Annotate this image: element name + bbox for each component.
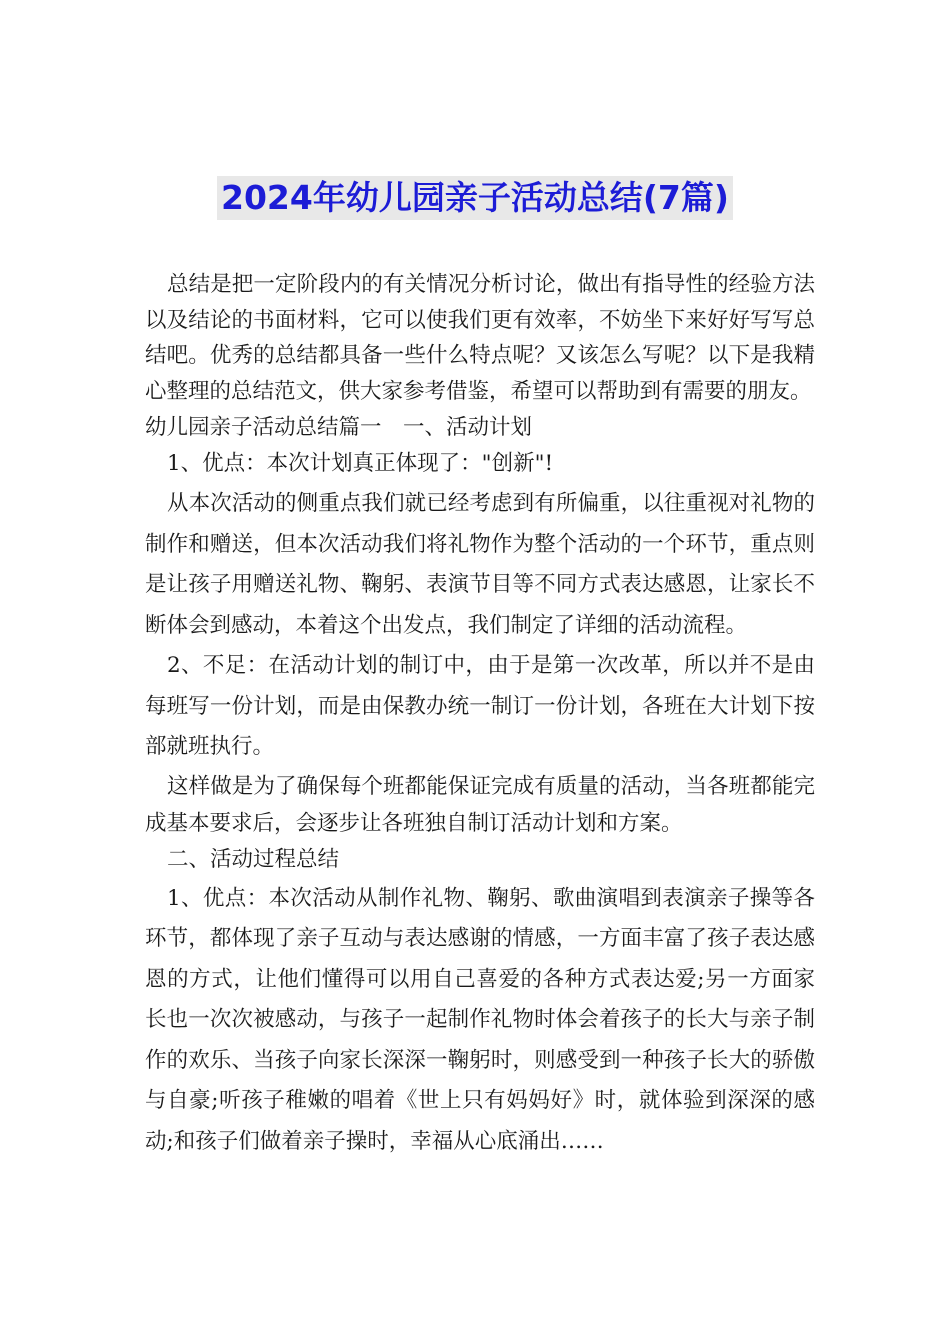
title-container <box>0 176 950 220</box>
paragraph-plan-con-2: 这样做是为了确保每个班都能保证完成有质量的活动，当各班都能完成基本要求后，会逐步让各班独自制订活动计划和方案。 <box>145 773 815 836</box>
paragraph-plan-con: 2、不足：在活动计划的制订中，由于是第一次改革，所以并不是由每班写一份计划，而是由保教办统一制订一份计划，各班在大计划下按部就班执行。 <box>145 653 815 759</box>
paragraph-process-pro: 1、优点：本次活动从制作礼物、鞠躬、歌曲演唱到表演亲子操等各环节，都体现了亲子互动与表达感谢的情感，一方面丰富了孩子表达感恩的方式，让他们懂得可以用自己喜爱的各种方式表达爱;另一方面家长也一次次被感动，与孩子一起制作礼物时体会着孩子的长大与亲子制作的欢乐、当孩子向家长深深一鞠躬时，则感受到一种孩子长大的骄傲与自豪;听孩子稚嫩的唱着《世上只有妈妈好》时，就体验到深深的感动;和孩子们做着亲子操时，幸福从心底涌出…… <box>145 885 815 1154</box>
paragraph-intro: 总结是把一定阶段内的有关情况分析讨论，做出有指导性的经验方法以及结论的书面材料，它可以使我们更有效率，不妨坐下来好好写写总结吧。优秀的总结都具备一些什么特点呢？又该怎么写呢？以下是我精心整理的总结范文，供大家参考借鉴，希望可以帮助到有需要的朋友。 <box>145 272 815 404</box>
paragraph-process-heading: 二、活动过程总结 <box>167 846 340 872</box>
document-body <box>145 267 815 1162</box>
document-title: 2024年幼儿园亲子活动总结(7篇) <box>217 176 733 220</box>
paragraph-section-heading: 幼儿园亲子活动总结篇一 一、活动计划 <box>145 415 533 440</box>
paragraph-plan-pro-heading: 1、优点：本次计划真正体现了："创新"! <box>167 451 554 476</box>
paragraph-plan-pro-body: 从本次活动的侧重点我们就已经考虑到有所偏重，以往重视对礼物的制作和赠送，但本次活动我们将礼物作为整个活动的一个环节，重点则是让孩子用赠送礼物、鞠躬、表演节目等不同方式表达感恩，让家长不断体会到感动，本着这个出发点，我们制定了详细的活动流程。 <box>145 491 815 638</box>
